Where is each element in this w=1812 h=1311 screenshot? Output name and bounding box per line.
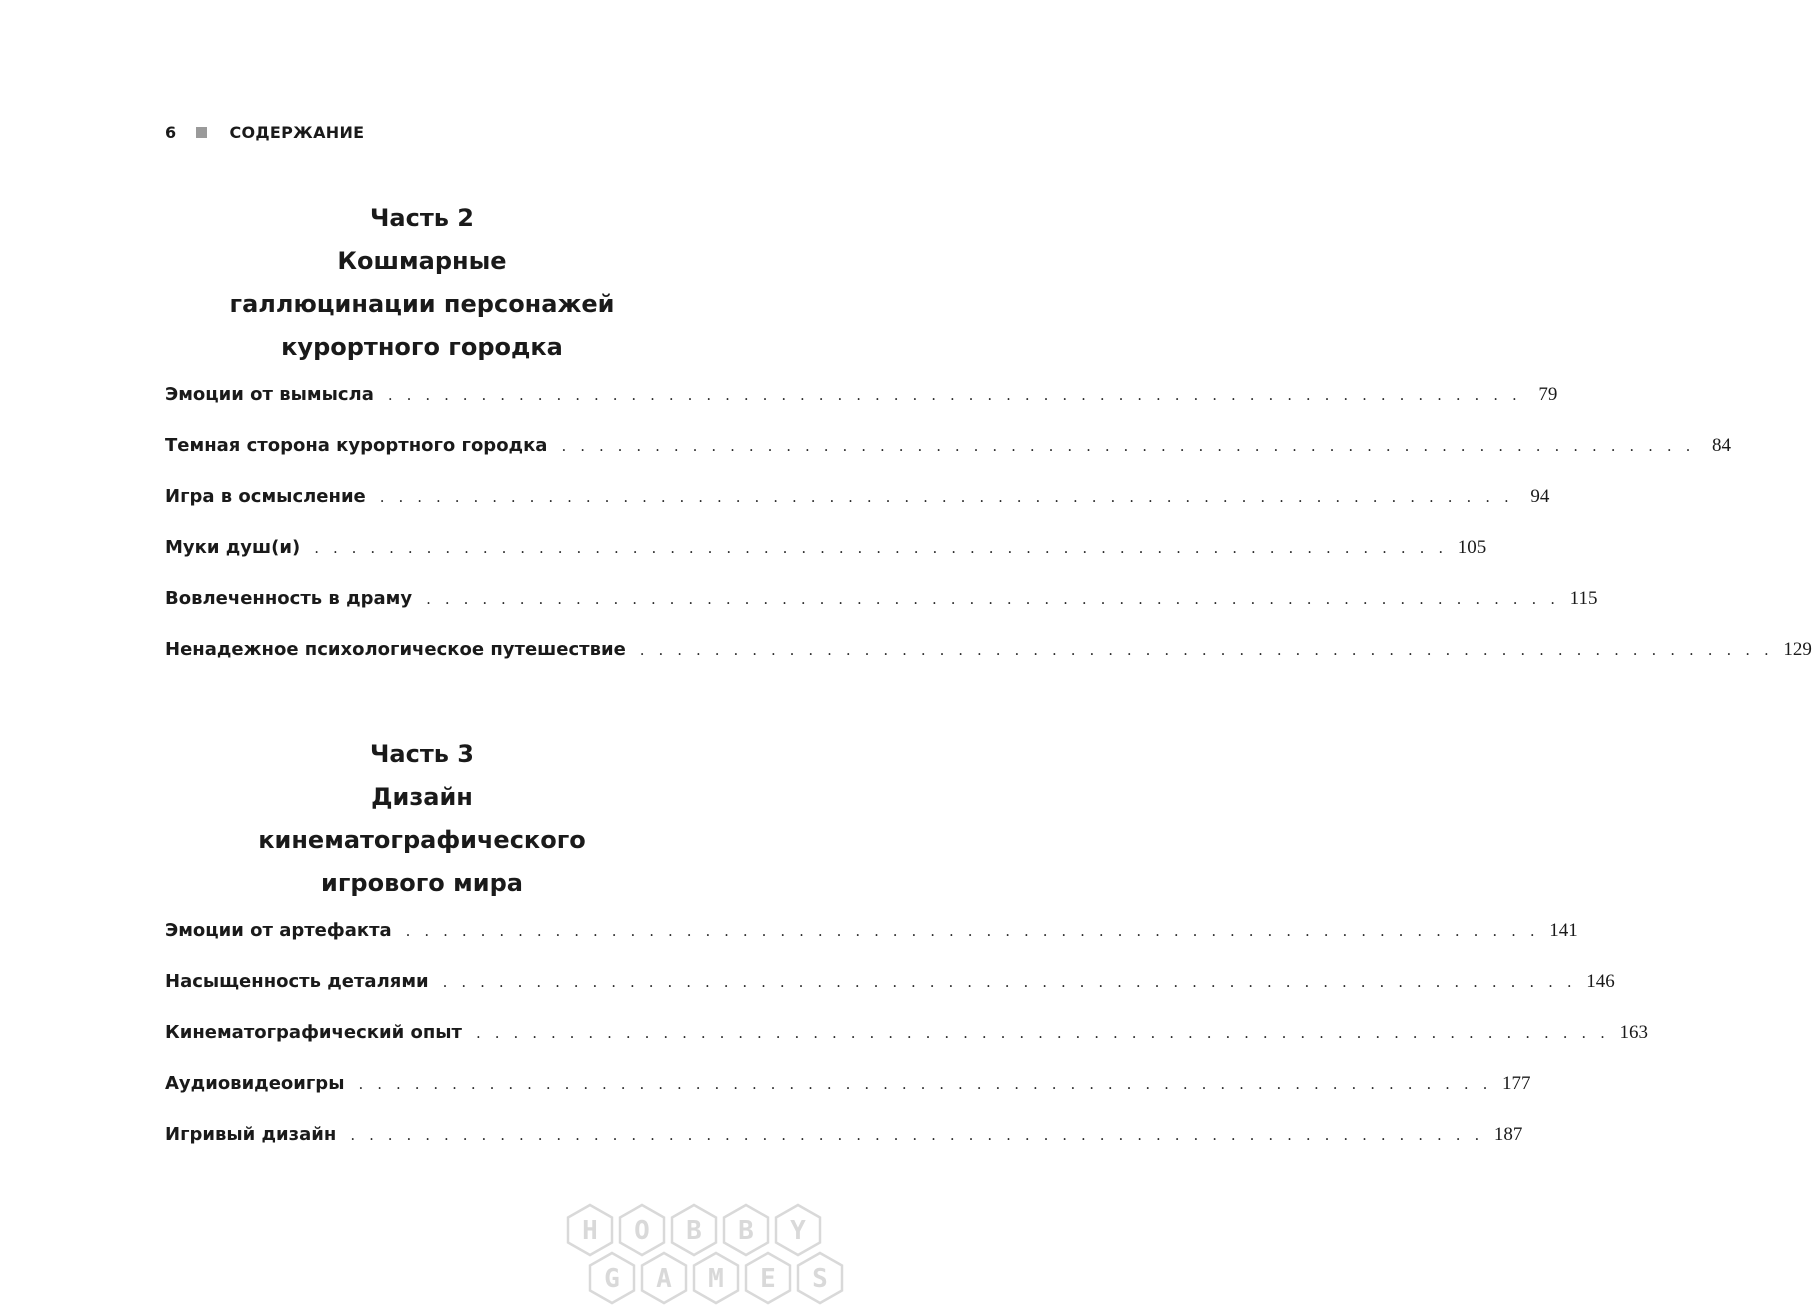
dot-leader: . . . . . . . . . . . . . . . . . . . . . . . . . . . . . . . . . . . . . . . . . . . . . . . . . . . . . . . . . . . . . xyxy=(379,488,1514,506)
toc-entry-title: Ненадежное психологическое путешествие xyxy=(165,639,626,660)
watermark-row-hobby xyxy=(568,1205,820,1255)
dot-leader: . . . . . . . . . . . . . . . . . . . . . . . . . . . . . . . . . . . . . . . . . . . . . . . . . . . . . . . . . . . . . xyxy=(358,1075,1493,1093)
part-2-heading-line: курортного городка xyxy=(281,333,563,361)
hobby-games-watermark-logo xyxy=(566,1203,836,1307)
part-3-heading-line: игрового мира xyxy=(321,869,523,897)
watermark-hex-tile xyxy=(798,1253,842,1303)
watermark-letter: E xyxy=(760,1264,776,1294)
watermark-letter: O xyxy=(634,1216,650,1246)
toc-entry[interactable] xyxy=(165,588,1598,614)
watermark-hex-tile xyxy=(590,1253,634,1303)
toc-entry-title: Вовлеченность в драму xyxy=(165,588,413,609)
toc-entry-page: 146 xyxy=(1586,971,1615,992)
toc-entry-title: Эмоции от вымысла xyxy=(165,384,374,405)
running-head xyxy=(165,120,364,144)
part-3-heading-line: кинематографического xyxy=(258,826,586,854)
watermark-letter: B xyxy=(686,1216,702,1246)
toc-entry[interactable] xyxy=(165,1073,1531,1099)
watermark-letter: S xyxy=(812,1264,828,1294)
part-2-heading-line: Кошмарные xyxy=(337,247,507,275)
toc-entry[interactable] xyxy=(165,920,1578,946)
toc-entry[interactable] xyxy=(165,435,1732,461)
watermark-letter: G xyxy=(604,1264,620,1294)
toc-entry-page: 84 xyxy=(1712,435,1732,456)
watermark-hex-tile xyxy=(746,1253,790,1303)
watermark-hex-tile xyxy=(672,1205,716,1255)
watermark-hex-tile xyxy=(620,1205,664,1255)
page-number: 6 xyxy=(165,122,177,142)
watermark-letter: A xyxy=(656,1264,672,1294)
toc-entry[interactable] xyxy=(165,486,1550,512)
part-3-heading-line: Часть 3 xyxy=(370,740,474,768)
toc-entry-title: Кинематографический опыт xyxy=(165,1022,462,1043)
toc-entry-page: 105 xyxy=(1457,537,1487,558)
dot-leader: . . . . . . . . . . . . . . . . . . . . . . . . . . . . . . . . . . . . . . . . . . . . . . . . . . . . . . . . . . . . . xyxy=(639,641,1774,659)
dot-leader: . . . . . . . . . . . . . . . . . . . . . . . . . . . . . . . . . . . . . . . . . . . . . . . . . . . . . . . . . . . . . xyxy=(314,539,1448,557)
toc-entry-title: Темная сторона курортного городка xyxy=(165,435,548,456)
running-head-title: СОДЕРЖАНИЕ xyxy=(229,122,365,142)
toc-entry[interactable] xyxy=(165,1124,1523,1150)
dot-leader: . . . . . . . . . . . . . . . . . . . . . . . . . . . . . . . . . . . . . . . . . . . . . . . . . . . . . . . . . . . . . xyxy=(350,1126,1484,1144)
part-2-heading-line: галлюцинации персонажей xyxy=(229,290,615,318)
toc-entry-page: 141 xyxy=(1549,920,1578,941)
toc-entry[interactable] xyxy=(165,971,1615,997)
toc-entry-page: 177 xyxy=(1502,1073,1531,1094)
dot-leader: . . . . . . . . . . . . . . . . . . . . . . . . . . . . . . . . . . . . . . . . . . . . . . . . . . . . . . . . . . . . . xyxy=(476,1024,1610,1042)
square-bullet-icon xyxy=(196,127,207,138)
watermark-hex-tile xyxy=(724,1205,768,1255)
watermark-hex-tile xyxy=(694,1253,738,1303)
toc-entry-page: 94 xyxy=(1530,486,1550,507)
toc-entry[interactable] xyxy=(165,1022,1649,1048)
part-3-heading xyxy=(0,733,844,905)
watermark-hex-tile xyxy=(642,1253,686,1303)
toc-entry-page: 115 xyxy=(1569,588,1598,609)
dot-leader: . . . . . . . . . . . . . . . . . . . . . . . . . . . . . . . . . . . . . . . . . . . . . . . . . . . . . . . . . . . . . xyxy=(442,973,1577,991)
dot-leader: . . . . . . . . . . . . . . . . . . . . . . . . . . . . . . . . . . . . . . . . . . . . . . . . . . . . . . . . . . . . . xyxy=(426,590,1560,608)
dot-leader: . . . . . . . . . . . . . . . . . . . . . . . . . . . . . . . . . . . . . . . . . . . . . . . . . . . . . . . . . . . . . xyxy=(405,922,1540,940)
toc-entry[interactable] xyxy=(165,384,1558,410)
toc-entry-page: 79 xyxy=(1538,384,1558,405)
dot-leader: . . . . . . . . . . . . . . . . . . . . . . . . . . . . . . . . . . . . . . . . . . . . . . . . . . . . . . . . . . . . . xyxy=(387,386,1522,404)
toc-entry-title: Игривый дизайн xyxy=(165,1124,337,1145)
part-2-heading xyxy=(0,197,844,369)
toc-entry-page: 187 xyxy=(1493,1124,1523,1145)
watermark-row-games xyxy=(590,1253,842,1303)
watermark-hex-tile xyxy=(776,1205,820,1255)
toc-entry-title: Аудиовидеоигры xyxy=(165,1073,345,1094)
toc-entry-title: Насыщенность деталями xyxy=(165,971,429,992)
toc-entry-page: 129 xyxy=(1783,639,1812,660)
watermark-letter: M xyxy=(708,1264,724,1294)
watermark-letter: Y xyxy=(790,1216,806,1246)
watermark-letter: H xyxy=(582,1216,598,1246)
part-2-heading-line: Часть 2 xyxy=(370,204,474,232)
watermark-hex-tile xyxy=(568,1205,612,1255)
part-3-heading-line: Дизайн xyxy=(371,783,473,811)
toc-entry-title: Эмоции от артефакта xyxy=(165,920,392,941)
toc-entry-title: Муки душ(и) xyxy=(165,537,301,558)
toc-entry-title: Игра в осмысление xyxy=(165,486,366,507)
dot-leader: . . . . . . . . . . . . . . . . . . . . . . . . . . . . . . . . . . . . . . . . . . . . . . . . . . . . . . . . . . . . . xyxy=(561,437,1696,455)
toc-entry[interactable] xyxy=(165,537,1487,563)
toc-entry-page: 163 xyxy=(1619,1022,1649,1043)
toc-entry[interactable] xyxy=(165,639,1812,665)
watermark-letter: B xyxy=(738,1216,754,1246)
